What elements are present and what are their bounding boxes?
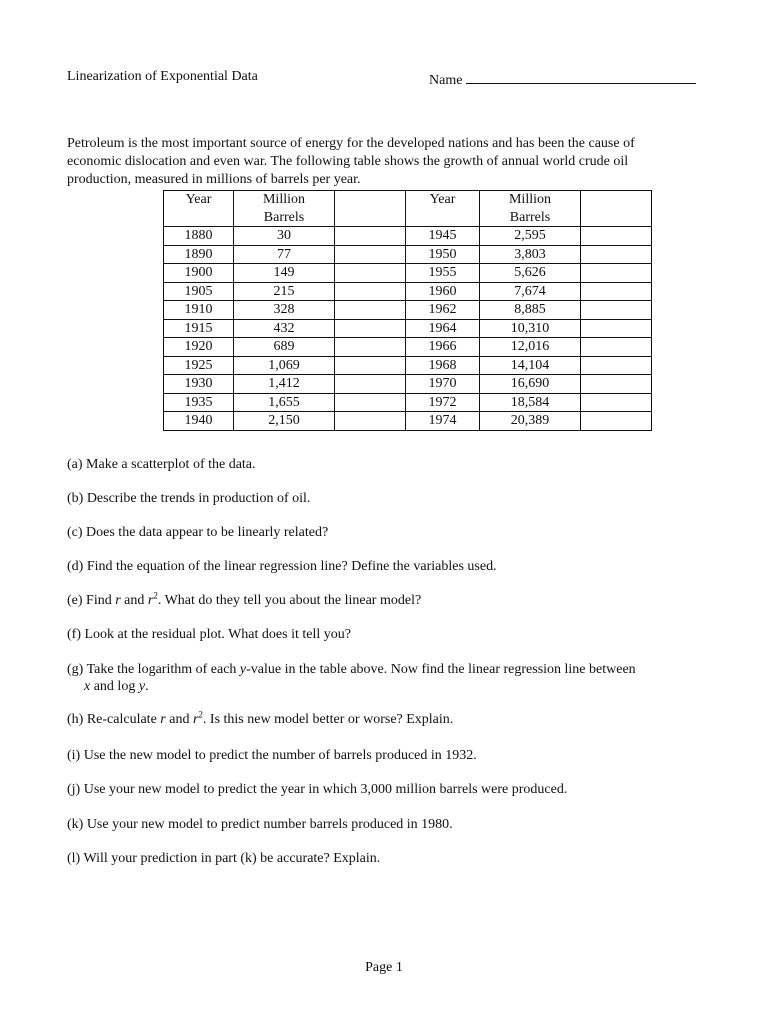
table-row [164,412,652,431]
year-cell: 1900 [164,264,234,283]
table-row [164,356,652,375]
blank-cell [581,245,652,264]
blank-cell [581,375,652,394]
year-cell: 1905 [164,282,234,301]
question-d: (d) Find the equation of the linear regression line? Define the variables used. [67,559,497,574]
barrels-cell: 14,104 [480,356,581,375]
question-k: (k) Use your new model to predict number barrels produced in 1980. [67,817,453,832]
barrels-cell: 149 [234,264,335,283]
question-c: (c) Does the data appear to be linearly related? [67,525,329,540]
blank-cell [335,282,406,301]
table-header-cell [335,191,406,227]
barrels-cell: 1,655 [234,393,335,412]
barrels-cell: 7,674 [480,282,581,301]
blank-cell [581,412,652,431]
barrels-cell: 215 [234,282,335,301]
question-l: (l) Will your prediction in part (k) be accurate? Explain. [67,851,381,866]
question-f: (f) Look at the residual plot. What does it tell you? [67,627,351,642]
table-row [164,264,652,283]
barrels-cell: 10,310 [480,319,581,338]
name-blank-line [466,69,696,84]
question-i: (i) Use the new model to predict the number of barrels produced in 1932. [67,748,477,763]
table-row [164,319,652,338]
barrels-cell: 3,803 [480,245,581,264]
table-header-cell: Million Barrels [480,191,581,227]
barrels-cell: 77 [234,245,335,264]
intro-paragraph: Petroleum is the most important source of energy for the developed nations and has been the cause of economic dislocation and even war. The following table shows the growth of annual world crude oil production, measured in millions of barrels per year. [67,136,635,187]
barrels-cell: 2,595 [480,227,581,246]
barrels-cell: 432 [234,319,335,338]
blank-cell [335,245,406,264]
table-row [164,245,652,264]
question-a: (a) Make a scatterplot of the data. [67,457,256,472]
barrels-cell: 2,150 [234,412,335,431]
blank-cell [335,356,406,375]
year-cell: 1940 [164,412,234,431]
barrels-cell: 5,626 [480,264,581,283]
barrels-cell: 1,069 [234,356,335,375]
year-cell: 1968 [406,356,480,375]
blank-cell [335,375,406,394]
page-number: Page 1 [365,960,403,975]
barrels-cell: 16,690 [480,375,581,394]
oil-production-table [163,190,652,431]
year-cell: 1915 [164,319,234,338]
name-label: Name [429,73,463,88]
table-header-cell: Year [164,191,234,227]
table-row [164,227,652,246]
year-cell: 1966 [406,338,480,357]
table-header-cell: Year [406,191,480,227]
table-header-cell: Million Barrels [234,191,335,227]
name-field [429,69,696,89]
table-row [164,301,652,320]
barrels-cell: 12,016 [480,338,581,357]
blank-cell [581,301,652,320]
blank-cell [335,412,406,431]
year-cell: 1920 [164,338,234,357]
year-cell: 1880 [164,227,234,246]
blank-cell [581,227,652,246]
question-j: (j) Use your new model to predict the year in which 3,000 million barrels were produced. [67,782,568,797]
blank-cell [581,356,652,375]
blank-cell [581,264,652,283]
blank-cell [581,338,652,357]
year-cell: 1910 [164,301,234,320]
blank-cell [581,282,652,301]
year-cell: 1890 [164,245,234,264]
year-cell: 1972 [406,393,480,412]
table-header-row [164,191,652,227]
barrels-cell: 328 [234,301,335,320]
blank-cell [335,301,406,320]
table-header-cell [581,191,652,227]
year-cell: 1974 [406,412,480,431]
barrels-cell: 1,412 [234,375,335,394]
barrels-cell: 30 [234,227,335,246]
year-cell: 1935 [164,393,234,412]
table-row [164,338,652,357]
table-row [164,375,652,394]
blank-cell [335,227,406,246]
blank-cell [335,264,406,283]
question-b: (b) Describe the trends in production of oil. [67,491,311,506]
year-cell: 1955 [406,264,480,283]
year-cell: 1962 [406,301,480,320]
table-row [164,393,652,412]
question-e: (e) Find r and $r^2$. What do they tell you about the linear model? [67,590,422,608]
question-g: (g) Take the logarithm of each y-value in the table above. Now find the linear regression line between x and log y. [67,662,636,694]
blank-cell [335,319,406,338]
barrels-cell: 18,584 [480,393,581,412]
barrels-cell: 689 [234,338,335,357]
blank-cell [581,319,652,338]
question-h: (h) Re-calculate r and $r^2$. Is this new model better or worse? Explain. [67,709,454,727]
year-cell: 1970 [406,375,480,394]
table-row [164,282,652,301]
year-cell: 1964 [406,319,480,338]
barrels-cell: 8,885 [480,301,581,320]
year-cell: 1960 [406,282,480,301]
document-title: Linearization of Exponential Data [67,69,258,84]
blank-cell [335,393,406,412]
year-cell: 1945 [406,227,480,246]
year-cell: 1925 [164,356,234,375]
year-cell: 1930 [164,375,234,394]
blank-cell [581,393,652,412]
blank-cell [335,338,406,357]
barrels-cell: 20,389 [480,412,581,431]
year-cell: 1950 [406,245,480,264]
